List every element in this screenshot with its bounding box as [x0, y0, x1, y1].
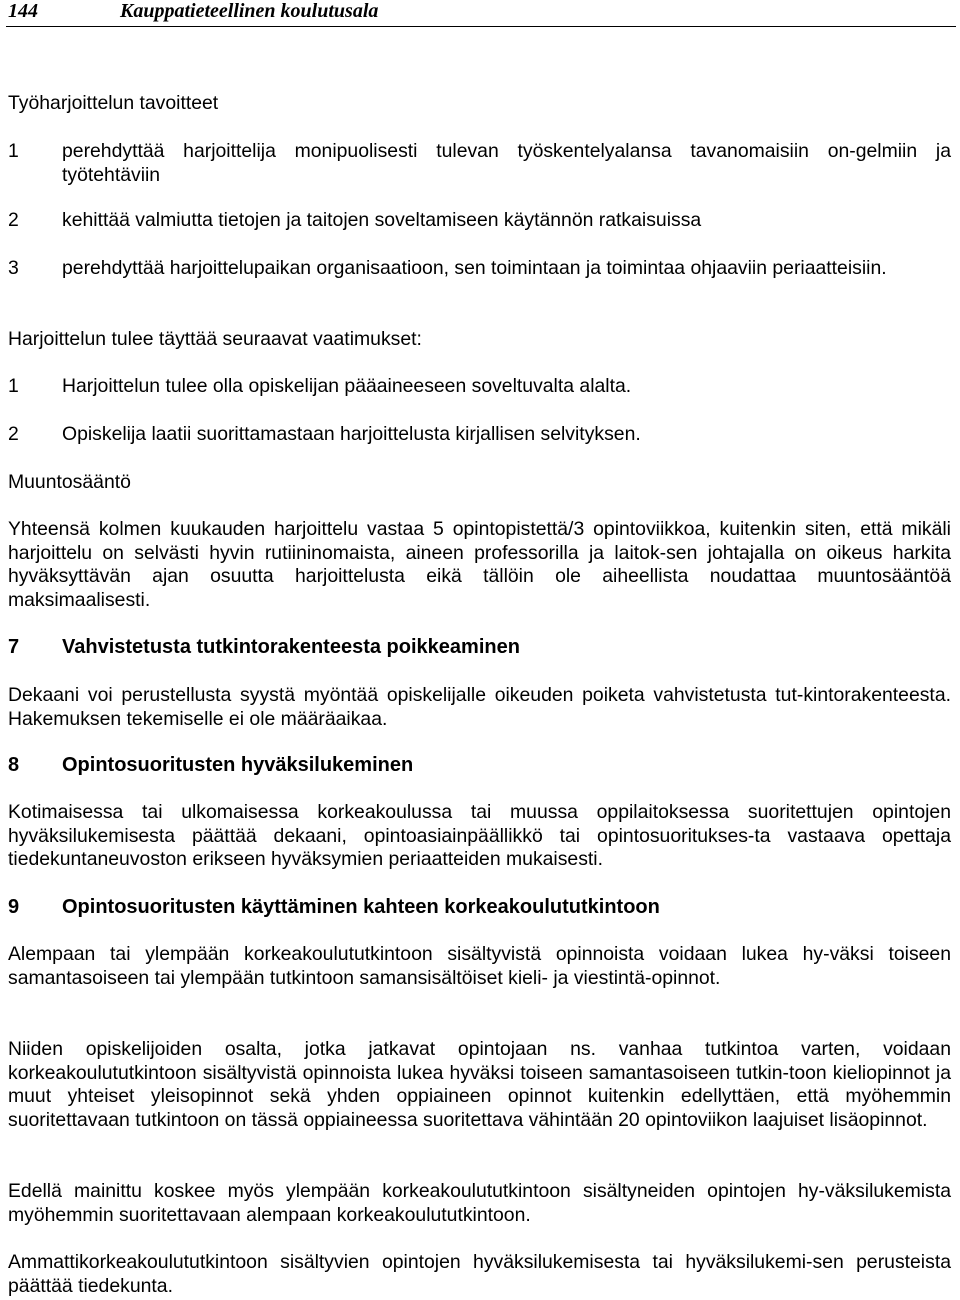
goal-text-3: perehdyttää harjoittelupaikan organisaatioon, sen toimintaan ja toimintaa ohjaaviin periaatteisiin. — [62, 257, 887, 279]
section-8-paragraph: Kotimaisessa tai ulkomaisessa korkeakoulussa tai muussa oppilaitoksessa suoritettujen opintojen hyväksilukemisesta päättää dekaani, opintoasiainpäällikkö tai opintosuoritukses-ta vastaava opettaja tiedekuntaneuvoston erikseen hyväksymien periaatteiden mukaisesti. — [8, 801, 951, 870]
goal-item-2: 2 kehittää valmiutta tietojen ja taitojen soveltamiseen käytännön ratkaisuissa — [8, 209, 951, 233]
goals-heading: Työharjoittelun tavoitteet — [8, 92, 219, 114]
section-8-heading: 8 Opintosuoritusten hyväksilukeminen — [8, 754, 414, 776]
goal-item-1: 1 perehdyttää harjoittelija monipuolisesti tulevan työskentelyalansa tavanomaisiin on-gelmiin ja työtehtäviin — [8, 140, 951, 186]
requirement-item-1: 1 Harjoittelun tulee olla opiskelijan pääaineeseen soveltuvalta alalta. — [8, 375, 951, 399]
conversion-heading: Muuntosääntö — [8, 471, 131, 493]
goal-text-2: kehittää valmiutta tietojen ja taitojen soveltamiseen käytännön ratkaisuissa — [62, 209, 702, 231]
conversion-paragraph: Yhteensä kolmen kuukauden harjoittelu vastaa 5 opintopistettä/3 opintoviikkoa, kuitenkin siten, että mikäli harjoittelu on selvästi hyvin rutiininomaista, aineen professorilla ja laitok-sen johtajalla on oikeus harkita hyväksyttävän ajan osuutta harjoittelusta eikä tällöin ole aiheellista noudattaa muuntosääntöä maksimaalisesti. — [8, 518, 951, 611]
goal-item-3: 3 perehdyttää harjoittelupaikan organisaatioon, sen toimintaan ja toimintaa ohjaaviin periaatteisiin. — [8, 257, 951, 281]
section-7-heading: 7 Vahvistetusta tutkintorakenteesta poikkeaminen — [8, 636, 520, 658]
page-number: 144 — [8, 0, 38, 22]
page-header — [0, 0, 960, 26]
section-9-paragraph-3: Edellä mainittu koskee myös ylempään korkeakoulututkintoon sisältyneiden opintojen hy-väksilukemista myöhemmin suoritettavaan alempaan korkeakoulututkintoon. — [8, 1180, 951, 1226]
running-title: Kauppatieteellinen koulutusala — [120, 0, 379, 22]
requirement-text-2: Opiskelija laatii suorittamastaan harjoittelusta kirjallisen selvityksen. — [62, 423, 641, 445]
section-9-paragraph-2: Niiden opiskelijoiden osalta, jotka jatkavat opintojaan ns. vanhaa tutkintoa varten, voidaan korkeakoulututkintoon sisältyvistä opinnoista lukea hyväksi toiseen samantasoiseen tutkin-toon kieliopinnot ja muut yhteiset yleisopinnot sekä yhden oppiaineen opinnot kuitenkin edellyttäen, että myöhemmin suoritettavaan tutkintoon on tässä oppiaineessa suoritettava vähintään 20 opintoviikon laajuiset lisäopinnot. — [8, 1038, 951, 1131]
section-9-paragraph-4: Ammattikorkeakoulututkintoon sisältyvien opintojen hyväksilukemisesta tai hyväksilukemi-sen perusteista päättää tiedekunta. — [8, 1251, 951, 1297]
requirements-heading: Harjoittelun tulee täyttää seuraavat vaatimukset: — [8, 328, 422, 350]
requirement-text-1: Harjoittelun tulee olla opiskelijan pääaineeseen soveltuvalta alalta. — [62, 375, 632, 397]
section-9-heading: 9 Opintosuoritusten käyttäminen kahteen korkeakoulututkintoon — [8, 896, 660, 918]
goal-text-1: perehdyttää harjoittelija monipuolisesti tulevan työskentelyalansa tavanomaisiin on-gelmiin ja työtehtäviin — [62, 140, 951, 186]
section-7-paragraph: Dekaani voi perustellusta syystä myöntää opiskelijalle oikeuden poiketa vahvistetusta tut-kintorakenteesta. Hakemuksen tekemiselle ei ole määräaikaa. — [8, 684, 951, 730]
header-rule — [6, 26, 956, 27]
requirement-item-2: 2 Opiskelija laatii suorittamastaan harjoittelusta kirjallisen selvityksen. — [8, 423, 951, 447]
section-9-paragraph-1: Alempaan tai ylempään korkeakoulututkintoon sisältyvistä opinnoista voidaan lukea hy-väksi toiseen samantasoiseen tai ylempään tutkintoon samansisältöiset kieli- ja viestintä-opinnot. — [8, 943, 951, 989]
